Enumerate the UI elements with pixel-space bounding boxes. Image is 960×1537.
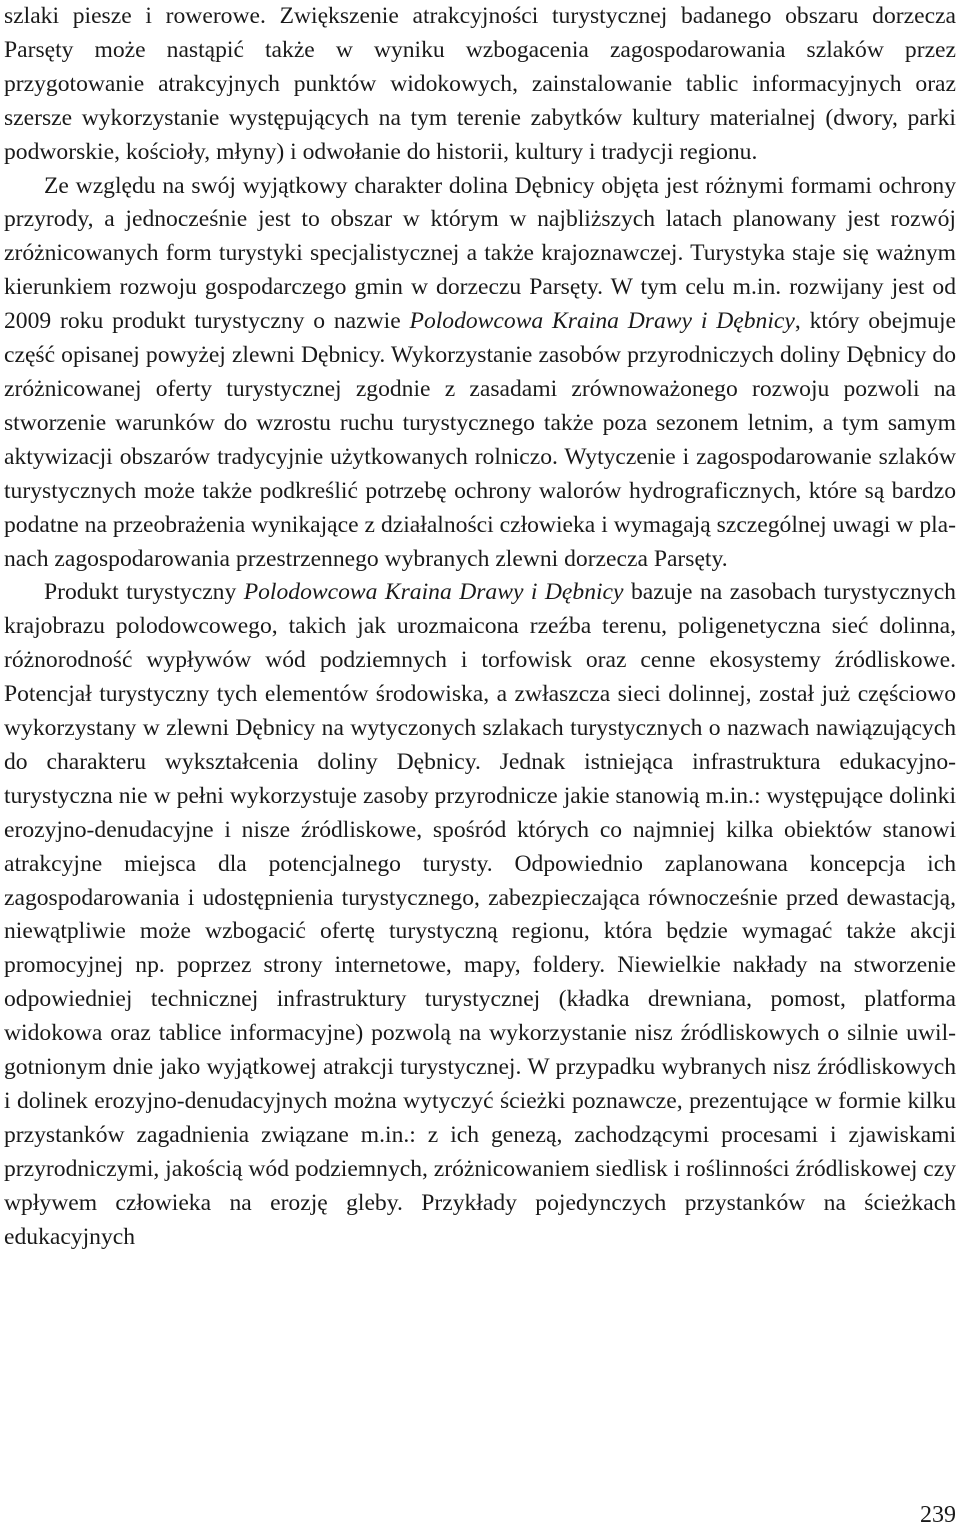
product-name-italic: Polodowcowa Kraina Drawy i Dębnicy <box>243 579 624 606</box>
product-name-italic: Polodowcowa Kraina Drawy i Dębnicy <box>409 308 795 335</box>
paragraph-2-text-b: , który obejmuje część opisanej powyżej zlewni Dębnicy. Wykorzystanie zasobów przyrodniczych doliny Dębnicy do zróżnicowanej oferty turystycznej zgodnie z zasadami zrównoważonego rozwoju pozwoli na stworzenie warunków do wzrostu ruchu turystycznego także poza sezonem letnim, a tym samym aktywizacji obszarów tradycyjnie użytkowanych rolniczo. Wytyczenie i zagospodarowanie szlaków turystycznych może także podkreślić potrzebę ochrony walorów hydrograficznych, które są bardzo podatne na przeobrażenia wynikające z działalności człowieka i wymagają szczególnej uwagi w planach zagospodarowania przestrzennego wybranych zlewni dorzecza Parsęty. <box>4 308 956 572</box>
page-body <box>4 0 956 1255</box>
paragraph-1-text: szlaki piesze i rowerowe. Zwiększenie atrakcyjności turystycznej badanego obszaru dorzecza Parsęty może nastąpić także w wyniku wzbogacenia zagospodarowania szlaków przez przygotowanie atrakcyjnych punktów widokowych, zainstalowanie tablic informacyjnych oraz szersze wykorzystanie występujących na tym terenie zabytków kultury materialnej (dwory, parki podworskie, kościoły, młyny) i odwołanie do historii, kultury i tradycji regionu. <box>4 3 956 165</box>
paragraph-1 <box>4 0 956 170</box>
paragraph-2-text-a: Ze względu na swój wyjątkowy charakter dolina Dębnicy objęta jest różnymi formami ochrony przyrody, a jednocześnie jest to obszar w którym w najbliższych latach planowany jest rozwój zróżnicowanych form turystyki specjalistycznej a także krajoznawczej. Turystyka staje się ważnym kierunkiem rozwoju gospodarczego gmin w dorzeczu Parsęty. W tym celu m.in. rozwijany jest od 2009 roku produkt turystyczny o nazwie <box>4 172 956 335</box>
paragraph-2 <box>4 170 956 577</box>
page-number: 239 <box>920 1502 956 1528</box>
paragraph-3 <box>4 576 956 1254</box>
paragraph-3-text-a: Produkt turystyczny <box>44 579 244 606</box>
paragraph-3-text-b: bazuje na zasobach turystycznych krajobrazu polodowcowego, takich jak urozmaicona rzeźba terenu, poligenetyczna sieć dolinna, różnorodność wypływów wód podziemnych i torfowisk oraz cenne ekosystemy źródliskowe. Potencjał turystyczny tych elementów środowiska, a zwłaszcza sieci dolinnej, został już częściowo wykorzystany w zlewni Dębnicy na wytyczonych szlakach turystycznych o nazwach nawiązujących do charakteru wykształcenia doliny Dębnicy. Jednak istniejąca infrastruktura edukacyjno-turystyczna nie w pełni wykorzystuje zasoby przyrodnicze jakie stanowią m.in.: występujące dolinki erozyjno-denudacyjne i nisze źródliskowe, spośród których co najmniej kilka obiektów stanowi atrakcyjne miejsca dla potencjalnego turysty. Odpowiednio zaplanowana koncepcja ich zagospodarowania i udostępnienia turystycznego, zabezpieczająca równocześnie przed dewastacją, niewątpliwie może wzbogacić ofertę turystyczną regionu, która będzie wymagać także akcji promocyjnej np. poprzez strony internetowe, mapy, foldery. Niewielkie nakłady na stworzenie odpowiedniej technicznej infrastruktury turystycznej (kładka drewniana, pomost, platforma widokowa oraz tablice informacyjne) pozwolą na wykorzystanie nisz źródliskowych o silnie uwilgotnionym dnie jako wyjątkowej atrakcji turystycznej. W przypadku wybranych nisz źródliskowych i dolinek erozyjno-denudacyjnych można wytyczyć ścieżki poznawcze, prezentujące w formie kilku przystanków zagadnienia związane m.in.: z ich genezą, zachodzącymi procesami i zjawiskami przyrodniczymi, jakością wód podziemnych, zróżnicowaniem siedlisk i roślinności źródliskowej czy wpływem człowieka na erozję gleby. Przykłady pojedynczych przystanków na ścieżkach edukacyjnych <box>4 579 957 1250</box>
